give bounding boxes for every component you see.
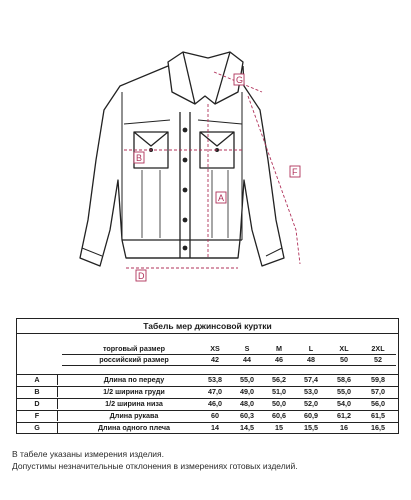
cell: 50,0 xyxy=(272,399,286,408)
cell: 47,0 xyxy=(208,387,222,396)
cell: 60,9 xyxy=(304,411,318,420)
note-tolerance: Допустимы незначительные отклонения в измерениях готовых изделий. xyxy=(12,461,298,471)
measure-row-f xyxy=(17,411,398,421)
cell: 44 xyxy=(243,355,251,364)
cell: 49,0 xyxy=(240,387,254,396)
label-b: B xyxy=(136,153,143,163)
label-a: A xyxy=(218,193,225,203)
cell: 60 xyxy=(211,411,219,420)
cell: 56,2 xyxy=(272,375,286,384)
cell: 59,8 xyxy=(371,375,385,384)
row-label: торговый размер xyxy=(102,344,166,353)
cell: XL xyxy=(339,344,349,353)
row-code: D xyxy=(17,399,58,409)
cell: 16 xyxy=(340,423,348,432)
cell: 50 xyxy=(340,355,348,364)
cell: 61,5 xyxy=(371,411,385,420)
cell: 55,0 xyxy=(337,387,351,396)
cell: 14 xyxy=(211,423,219,432)
cell: 58,6 xyxy=(337,375,351,384)
row-code: G xyxy=(17,423,58,433)
size-row-trade xyxy=(17,344,398,354)
cell: 57,0 xyxy=(371,387,385,396)
cell: 48,0 xyxy=(240,399,254,408)
cell: 61,2 xyxy=(337,411,351,420)
measure-row-d xyxy=(17,399,398,409)
cell: 51,0 xyxy=(272,387,286,396)
row-label: 1/2 ширина груди xyxy=(103,387,165,396)
cell: M xyxy=(276,344,282,353)
row-label: Длина по переду xyxy=(103,375,165,384)
cell: 53,0 xyxy=(304,387,318,396)
row-code: B xyxy=(17,387,58,397)
cell: XS xyxy=(210,344,220,353)
row-label: российский размер xyxy=(99,355,169,364)
row-code: A xyxy=(17,375,58,385)
cell: L xyxy=(308,344,314,353)
row-label: Длина одного плеча xyxy=(97,423,171,432)
size-row-russian xyxy=(17,355,398,365)
label-d: D xyxy=(138,271,145,281)
cell: 46,0 xyxy=(208,399,222,408)
jacket-body xyxy=(80,66,284,266)
measure-row-a xyxy=(17,375,398,385)
label-f: F xyxy=(292,167,298,177)
measure-line-f xyxy=(248,96,300,264)
cell: 52 xyxy=(374,355,382,364)
row-label: 1/2 ширина низа xyxy=(105,399,163,408)
cell: S xyxy=(244,344,250,353)
cell: 14,5 xyxy=(240,423,254,432)
buttons xyxy=(149,128,219,251)
label-g: G xyxy=(236,75,244,85)
cell: 48 xyxy=(307,355,315,364)
cell: 46 xyxy=(275,355,283,364)
cell: 15,5 xyxy=(304,423,318,432)
cell: 57,4 xyxy=(304,375,318,384)
cell: 53,8 xyxy=(208,375,222,384)
waistband xyxy=(122,240,242,258)
cell: 60,3 xyxy=(240,411,254,420)
note-measurements: В табеле указаны измерения изделия. xyxy=(12,449,165,459)
collar xyxy=(168,52,243,104)
table-title: Табель мер джинсовой куртки xyxy=(143,321,272,331)
cell: 56,0 xyxy=(371,399,385,408)
row-label: Длина рукава xyxy=(109,411,159,420)
cell: 42 xyxy=(211,355,219,364)
front-placket xyxy=(180,112,190,258)
cell: 2XL xyxy=(371,344,385,353)
cell: 60,6 xyxy=(272,411,286,420)
measure-row-b xyxy=(17,387,398,397)
measure-row-g xyxy=(17,423,398,433)
cell: 15 xyxy=(275,423,283,432)
cell: 54,0 xyxy=(337,399,351,408)
row-code: F xyxy=(17,411,58,421)
cell: 55,0 xyxy=(240,375,254,384)
cell: 52,0 xyxy=(304,399,318,408)
cell: 16,5 xyxy=(371,423,385,432)
size-table xyxy=(16,318,399,434)
